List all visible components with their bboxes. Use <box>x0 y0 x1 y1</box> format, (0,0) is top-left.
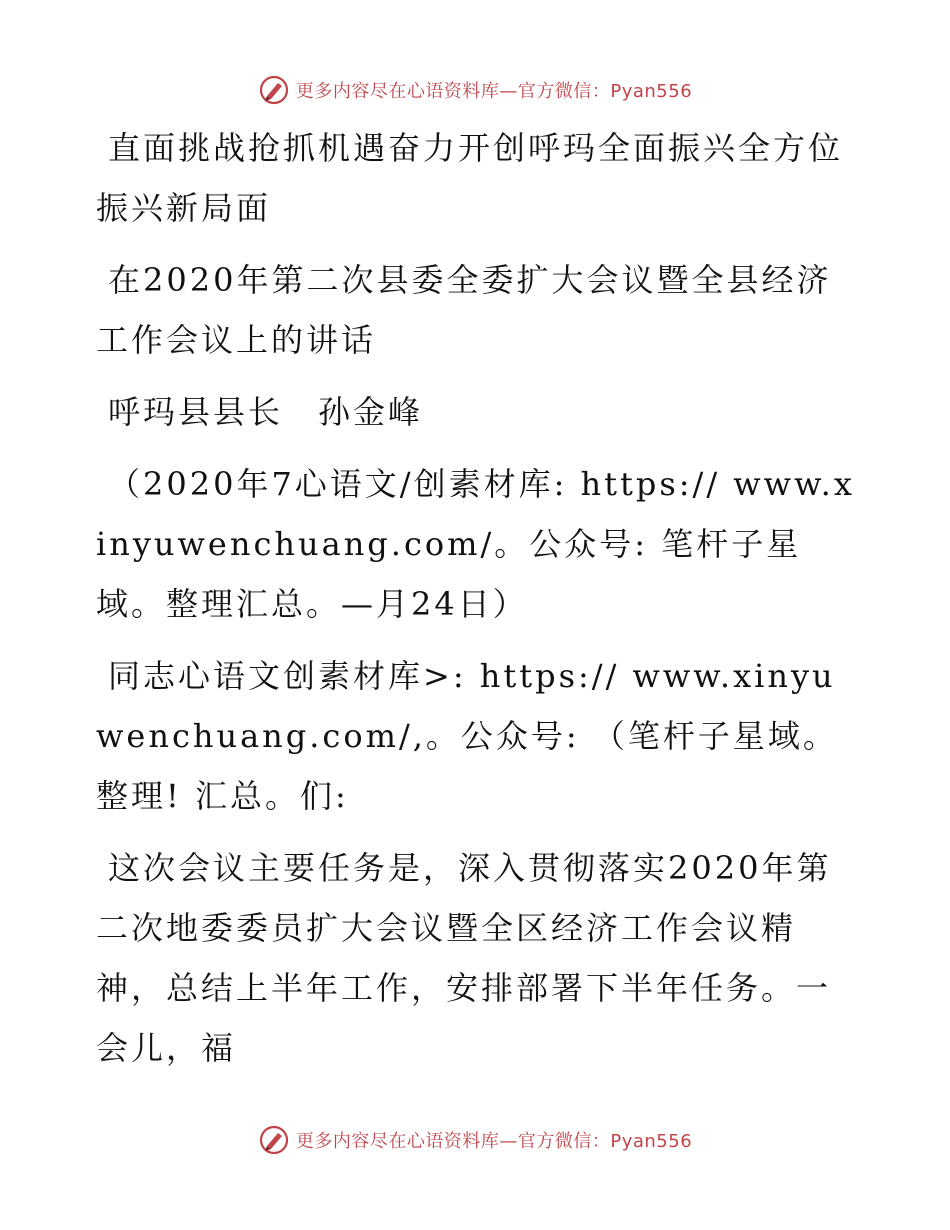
header-banner-text: 更多内容尽在心语资料库—官方微信：Pyan556 <box>295 81 693 102</box>
pen-logo-icon <box>258 74 290 106</box>
header-banner <box>0 70 950 110</box>
footer-banner <box>0 1120 950 1160</box>
document-date-line: （2020年7心语文/创素材库: https:// www.xinyuwenchuang.com/。公众号: 笔杆子星域。整理汇总。—月24日） <box>96 465 855 623</box>
document-body-paragraph: 这次会议主要任务是，深入贯彻落实2020年第二次地委委员扩大会议暨全区经济工作会议精神，总结上半年工作，安排部署下半年任务。一会儿，福 <box>96 849 832 1067</box>
document-title: 直面挑战抢抓机遇奋力开创呼玛全面振兴全方位振兴新局面 <box>96 129 844 227</box>
pen-logo-icon <box>258 1124 290 1156</box>
document-subtitle: 在2020年第二次县委全委扩大会议暨全县经济工作会议上的讲话 <box>96 261 832 359</box>
document-author: 呼玛县县长 孙金峰 <box>108 393 424 431</box>
document-greeting: 同志心语文创素材库>: https:// www.xinyuwenchuang.com/,。公众号: （笔杆子星域。整理! 汇总。们: <box>96 657 838 815</box>
document-body <box>96 118 856 1090</box>
footer-banner-text: 更多内容尽在心语资料库—官方微信：Pyan556 <box>295 1131 693 1152</box>
